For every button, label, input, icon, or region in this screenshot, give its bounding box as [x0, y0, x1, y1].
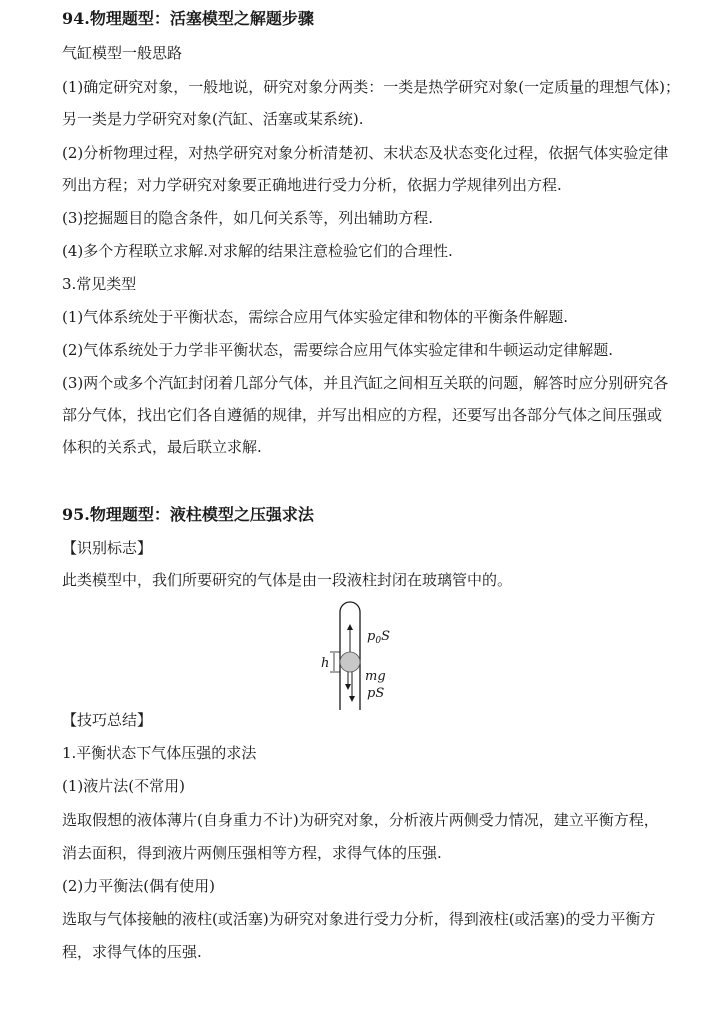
step-2-line-2: 列出方程；对力学研究对象要正确地进行受力分析，依据力学规律列出方程. [62, 176, 562, 194]
liquid-column-diagram [300, 598, 410, 710]
liquid-column [340, 652, 360, 672]
step-4: (4)多个方程联立求解.对求解的结果注意检验它们的合理性. [62, 242, 453, 260]
type-3-line-2: 部分气体，找出它们各自遵循的规律，并写出相应的方程，还要写出各部分气体之间压强或 [62, 406, 663, 424]
method-1-line-2: 消去面积，得到液片两侧压强相等方程，求得气体的压强. [62, 844, 442, 862]
arrowhead-ps [349, 696, 355, 702]
method-2-line-1: 选取与气体接触的液柱(或活塞)为研究对象进行受力分析，得到液柱(或活塞)的受力平衡方 [62, 910, 656, 928]
method-1-title: (1)液片法(不常用) [62, 777, 185, 795]
identify-text: 此类模型中，我们所要研究的气体是由一段液柱封闭在玻璃管中的。 [62, 571, 513, 589]
label-h: h [321, 656, 330, 671]
type-2: (2)气体系统处于力学非平衡状态，需要综合应用气体实验定律和牛顿运动定律解题. [62, 341, 614, 359]
summary-label: 【技巧总结】 [62, 711, 153, 729]
label-mg: mg [365, 669, 386, 684]
step-2-line-1: (2)分析物理过程，对热学研究对象分析清楚初、末状态及状态变化过程，依据气体实验定律 [62, 144, 669, 162]
arrowhead-up [347, 624, 353, 630]
section-94-intro: 气缸模型一般思路 [62, 44, 183, 62]
identify-label: 【识别标志】 [62, 539, 153, 557]
label-p0s: $p_0S$ [367, 629, 390, 646]
method-1-line-1: 选取假想的液体薄片(自身重力不计)为研究对象，分析液片两侧受力情况，建立平衡方程， [62, 811, 659, 829]
common-types-title: 3.常见类型 [62, 275, 137, 293]
type-3-line-3: 体积的关系式，最后联立求解. [62, 438, 262, 456]
arrowhead-mg [345, 684, 351, 690]
method-2-line-2: 程，求得气体的压强. [62, 943, 202, 961]
step-1-line-1: (1)确定研究对象，一般地说，研究对象分两类：一类是热学研究对象(一定质量的理想气体)； [62, 78, 680, 96]
step-3: (3)挖掘题目的隐含条件，如几何关系等，列出辅助方程. [62, 209, 434, 227]
section-95-heading: 95.物理题型：液柱模型之压强求法 [62, 505, 314, 524]
type-3-line-1: (3)两个或多个汽缸封闭着几部分气体，并且汽缸之间相互关联的问题，解答时应分别研究各 [62, 374, 669, 392]
type-1: (1)气体系统处于平衡状态，需综合应用气体实验定律和物体的平衡条件解题. [62, 308, 569, 326]
section-94-heading: 94.物理题型：活塞模型之解题步骤 [62, 9, 314, 28]
summary-section-title: 1.平衡状态下气体压强的求法 [62, 744, 257, 762]
step-1-line-2: 另一类是力学研究对象(汽缸、活塞或某系统). [62, 110, 364, 128]
method-2-title: (2)力平衡法(偶有使用) [62, 877, 215, 895]
label-ps: pS [367, 686, 385, 701]
